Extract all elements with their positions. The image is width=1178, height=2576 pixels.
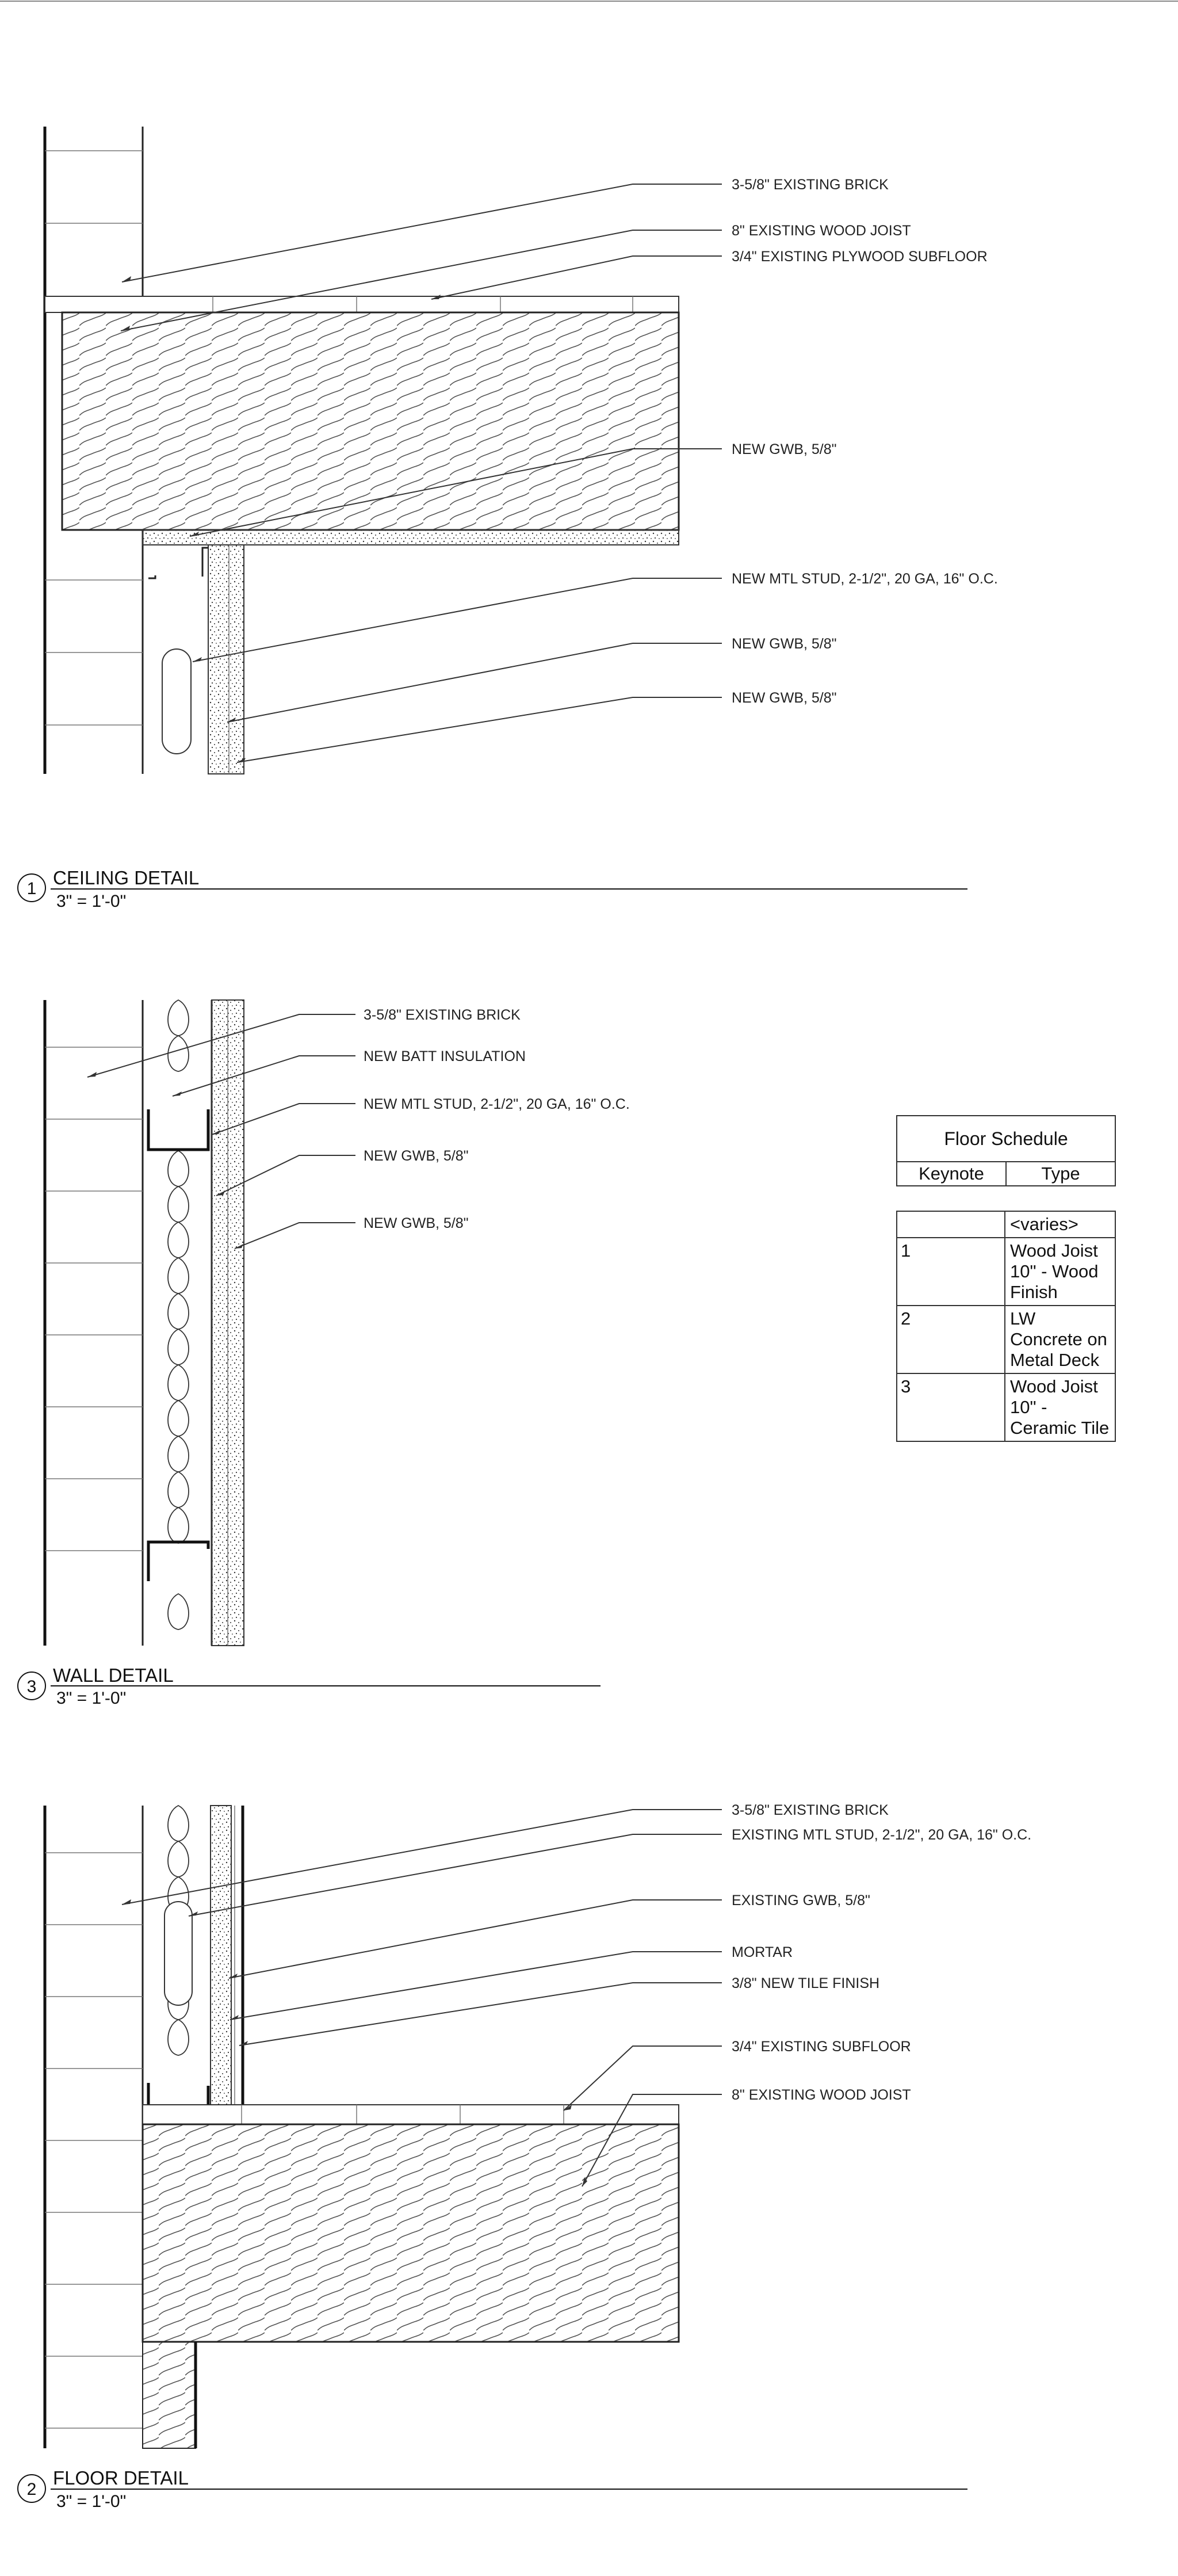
ceiling-label-1: 3-5/8" EXISTING BRICK bbox=[732, 177, 889, 193]
gwb-wall bbox=[208, 545, 244, 774]
type-cell: <varies> bbox=[1010, 1214, 1078, 1234]
wall-label-3: NEW MTL STUD, 2-1/2", 20 GA, 16" O.C. bbox=[364, 1096, 630, 1112]
table-row bbox=[897, 1212, 1115, 1237]
wall-label-1: 3-5/8" EXISTING BRICK bbox=[364, 1007, 521, 1023]
ceiling-label-6: NEW GWB, 5/8" bbox=[732, 636, 837, 652]
ceiling-detail-title: CEILING DETAIL bbox=[53, 867, 200, 888]
floor-label-6: 3/4" EXISTING SUBFLOOR bbox=[732, 2039, 911, 2055]
table-row bbox=[897, 1373, 1115, 1441]
schedule-col-keynote: Keynote bbox=[897, 1162, 1007, 1185]
floor-label-4: MORTAR bbox=[732, 1944, 793, 1960]
ceiling-detail-scale: 3" = 1'-0" bbox=[56, 892, 127, 911]
wall-label-4: NEW GWB, 5/8" bbox=[364, 1148, 469, 1164]
floor-label-5: 3/8" NEW TILE FINISH bbox=[732, 1975, 880, 1991]
wall-detail-number: 3 bbox=[26, 1677, 37, 1696]
keynote-cell: 2 bbox=[897, 1306, 1005, 1373]
floor-detail bbox=[18, 1802, 1031, 2511]
type-cell: LW Concrete on Metal Deck bbox=[1010, 1308, 1107, 1370]
floor-label-3: EXISTING GWB, 5/8" bbox=[732, 1892, 870, 1909]
ceiling-detail bbox=[18, 127, 998, 911]
gwb-ceiling bbox=[143, 530, 679, 545]
wall-label-2: NEW BATT INSULATION bbox=[364, 1048, 526, 1064]
floor-brick-courses bbox=[45, 1853, 143, 2428]
type-cell: Wood Joist 10" - Wood Finish bbox=[1010, 1241, 1099, 1302]
table-row bbox=[897, 1305, 1115, 1373]
floor-label-1: 3-5/8" EXISTING BRICK bbox=[732, 1802, 889, 1818]
ceiling-detail-number: 1 bbox=[26, 879, 37, 898]
keynote-cell: 3 bbox=[897, 1374, 1005, 1441]
ceiling-label-4: NEW GWB, 5/8" bbox=[732, 441, 837, 457]
wall-label-5: NEW GWB, 5/8" bbox=[364, 1215, 469, 1231]
schedule-title: Floor Schedule bbox=[897, 1116, 1115, 1162]
mtl-stud-top bbox=[148, 1109, 208, 1150]
existing-gwb bbox=[211, 1806, 231, 2105]
floor-schedule-header bbox=[896, 1115, 1116, 1186]
floor-detail-title: FLOOR DETAIL bbox=[53, 2467, 189, 2489]
table-row bbox=[897, 1237, 1115, 1305]
joist-bearing bbox=[143, 2342, 196, 2448]
schedule-col-type: Type bbox=[1041, 1163, 1080, 1184]
wall-brick-courses bbox=[45, 1047, 143, 1551]
ceiling-label-7: NEW GWB, 5/8" bbox=[732, 690, 837, 706]
stud-opening bbox=[162, 649, 191, 754]
floor-detail-scale: 3" = 1'-0" bbox=[56, 2492, 127, 2511]
keynote-cell: 1 bbox=[897, 1238, 1005, 1305]
ceiling-label-3: 3/4" EXISTING PLYWOOD SUBFLOOR bbox=[732, 249, 988, 265]
existing-subfloor bbox=[143, 2105, 679, 2124]
wood-joist bbox=[62, 312, 679, 530]
wall-detail-scale: 3" = 1'-0" bbox=[56, 1689, 127, 1708]
ceiling-label-5: NEW MTL STUD, 2-1/2", 20 GA, 16" O.C. bbox=[732, 571, 998, 587]
keynote-cell bbox=[897, 1212, 1005, 1237]
mtl-stud-bottom bbox=[148, 1542, 208, 1581]
floor-label-7: 8" EXISTING WOOD JOIST bbox=[732, 2087, 911, 2103]
wall-detail-title: WALL DETAIL bbox=[53, 1665, 174, 1686]
ceiling-label-2: 8" EXISTING WOOD JOIST bbox=[732, 223, 911, 239]
type-cell: Wood Joist 10" - Ceramic Tile bbox=[1010, 1376, 1110, 1438]
floor-detail-number: 2 bbox=[26, 2480, 37, 2499]
floor-label-2: EXISTING MTL STUD, 2-1/2", 20 GA, 16" O.C. bbox=[732, 1827, 1032, 1843]
floor-schedule-body bbox=[896, 1211, 1116, 1442]
plywood-subfloor bbox=[45, 296, 679, 312]
wall-detail bbox=[18, 1000, 630, 1708]
